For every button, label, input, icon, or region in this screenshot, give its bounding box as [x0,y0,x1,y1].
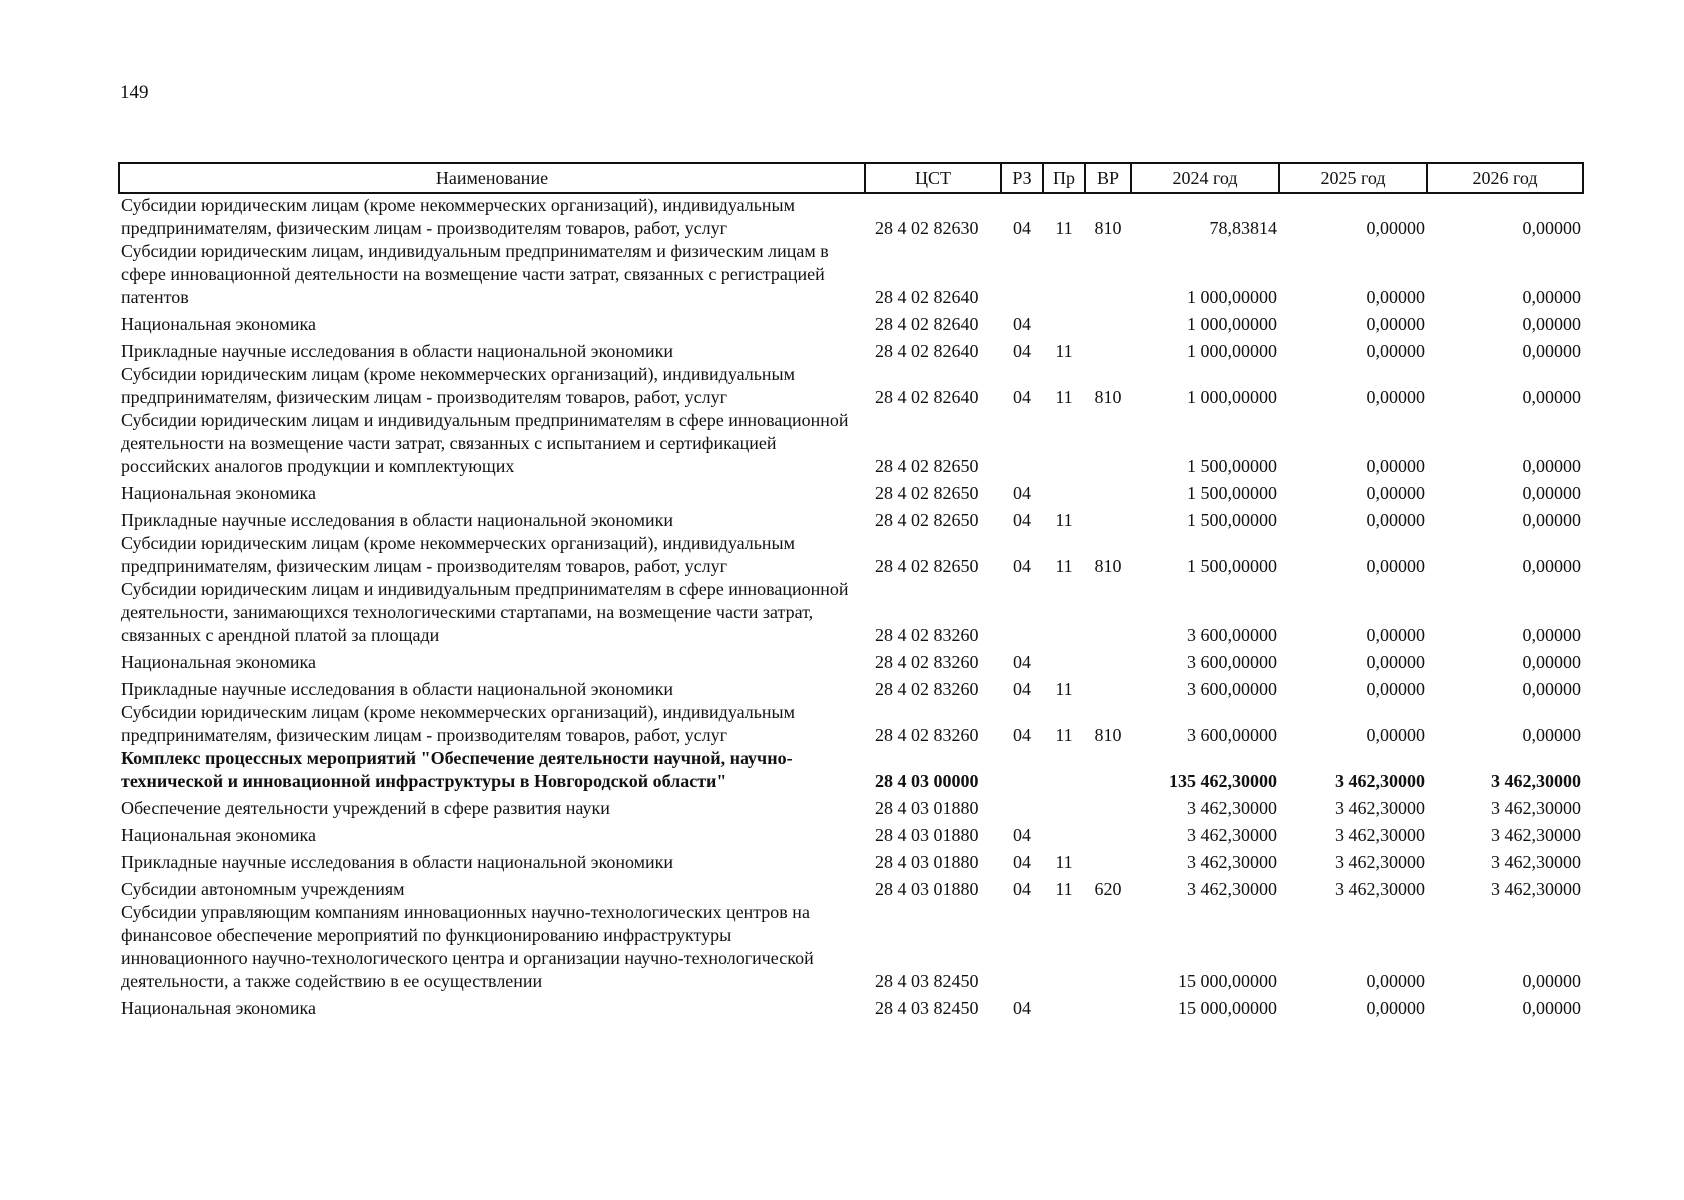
cell-cst: 28 4 03 82450 [875,971,979,991]
cell-vr [1085,993,1131,1020]
table-body [119,193,1583,1020]
cell-vr: 620 [1094,879,1122,899]
cell-pr: 11 [1055,879,1073,899]
table-row [119,874,1583,901]
cell-vr [1085,409,1131,478]
cell-rz: 04 [1013,679,1031,699]
cell-y2024: 1 500,00000 [1187,483,1277,503]
cell-cst: 28 4 02 82650 [875,510,979,530]
cell-pr [1043,578,1085,647]
cell-cst: 28 4 03 01880 [875,798,979,818]
cell-vr [1085,478,1131,505]
cell-rz [1001,747,1043,793]
cell-cst: 28 4 03 01880 [875,852,979,872]
cell-rz [1001,578,1043,647]
cell-y2026: 3 462,30000 [1491,879,1581,899]
cell-vr [1085,674,1131,701]
cell-name: Национальная экономика [121,825,316,845]
cell-rz: 04 [1013,725,1031,745]
cell-vr [1085,901,1131,993]
cell-pr: 11 [1055,341,1073,361]
cell-y2024: 78,83814 [1209,218,1277,238]
cell-vr [1085,240,1131,309]
cell-y2025: 3 462,30000 [1335,825,1425,845]
header-2024: 2024 год [1131,163,1279,193]
cell-y2025: 0,00000 [1366,387,1425,407]
cell-name: Субсидии юридическим лицам, индивидуальным предпринимателям и физическим лицам в сфере инновационной деятельности на возмещение части затрат, связанных с регистрацией патентов [121,241,829,307]
cell-y2026: 0,00000 [1522,218,1581,238]
cell-y2024: 15 000,00000 [1178,971,1277,991]
header-2026: 2026 год [1427,163,1583,193]
cell-rz [1001,793,1043,820]
cell-name: Прикладные научные исследования в области национальной экономики [121,510,674,530]
cell-rz: 04 [1013,510,1031,530]
cell-pr [1043,240,1085,309]
cell-name: Национальная экономика [121,483,316,503]
table-row [119,193,1583,240]
header-cst: ЦСТ [865,163,1001,193]
cell-pr: 11 [1055,387,1073,407]
table-row [119,532,1583,578]
cell-rz: 04 [1013,556,1031,576]
cell-y2026: 0,00000 [1522,314,1581,334]
cell-vr [1085,309,1131,336]
cell-y2025: 0,00000 [1366,314,1425,334]
cell-y2026: 3 462,30000 [1491,825,1581,845]
page-number: 149 [120,82,149,103]
cell-y2024: 3 462,30000 [1187,825,1277,845]
cell-name: Субсидии юридическим лицам и индивидуальным предпринимателям в сфере инновационной деятельности на возмещение части затрат, связанных с испытанием и сертификацией российских аналогов продукции и комплектующих [121,410,849,476]
cell-y2025: 0,00000 [1366,556,1425,576]
cell-y2025: 0,00000 [1366,652,1425,672]
cell-vr [1085,336,1131,363]
cell-y2025: 3 462,30000 [1335,798,1425,818]
cell-cst: 28 4 03 00000 [875,771,979,791]
cell-y2025: 0,00000 [1366,971,1425,991]
cell-cst: 28 4 02 83260 [875,679,979,699]
cell-y2025: 3 462,30000 [1335,852,1425,872]
cell-name: Национальная экономика [121,998,316,1018]
cell-y2025: 0,00000 [1366,725,1425,745]
header-2025: 2025 год [1279,163,1427,193]
cell-y2024: 3 600,00000 [1187,679,1277,699]
cell-y2025: 0,00000 [1366,679,1425,699]
cell-y2025: 0,00000 [1366,510,1425,530]
table-row [119,363,1583,409]
cell-cst: 28 4 02 82640 [875,287,979,307]
cell-y2026: 0,00000 [1522,725,1581,745]
cell-vr [1085,578,1131,647]
cell-y2026: 0,00000 [1522,287,1581,307]
cell-y2026: 0,00000 [1522,456,1581,476]
cell-y2026: 0,00000 [1522,652,1581,672]
table-row [119,901,1583,993]
cell-y2026: 0,00000 [1522,971,1581,991]
cell-cst: 28 4 02 83260 [875,725,979,745]
table-row [119,747,1583,793]
cell-pr [1043,901,1085,993]
cell-y2025: 0,00000 [1366,341,1425,361]
cell-vr [1085,793,1131,820]
cell-y2026: 3 462,30000 [1491,852,1581,872]
cell-vr [1085,747,1131,793]
cell-y2024: 3 600,00000 [1187,625,1277,645]
table-row [119,578,1583,647]
cell-y2024: 1 000,00000 [1187,287,1277,307]
cell-y2024: 1 000,00000 [1187,387,1277,407]
cell-name: Субсидии юридическим лицам и индивидуальным предпринимателям в сфере инновационной деятельности, занимающихся технологическими стартапами, на возмещение части затрат, связанных с арендной платой за площади [121,579,849,645]
cell-y2024: 135 462,30000 [1169,771,1277,791]
cell-vr [1085,647,1131,674]
cell-vr [1085,820,1131,847]
cell-pr [1043,309,1085,336]
cell-name: Комплекс процессных мероприятий "Обеспечение деятельности научной, научно-технической и инновационной инфраструктуры в Новгородской области" [121,748,793,791]
cell-vr: 810 [1094,387,1122,407]
cell-y2026: 0,00000 [1522,998,1581,1018]
table-row [119,309,1583,336]
cell-y2024: 1 500,00000 [1187,556,1277,576]
cell-pr [1043,478,1085,505]
cell-cst: 28 4 02 82640 [875,387,979,407]
cell-vr [1085,505,1131,532]
cell-y2025: 3 462,30000 [1335,879,1425,899]
cell-y2025: 0,00000 [1366,998,1425,1018]
cell-cst: 28 4 03 82450 [875,998,979,1018]
table-row [119,847,1583,874]
cell-y2024: 3 462,30000 [1187,798,1277,818]
cell-vr: 810 [1094,556,1122,576]
cell-y2024: 1 000,00000 [1187,341,1277,361]
cell-cst: 28 4 03 01880 [875,879,979,899]
cell-name: Субсидии управляющим компаниям инновационных научно-технологических центров на финансовое обеспечение мероприятий по функционированию инфраструктуры инновационного научно-технологического центра и организации научно-технологической деятельности, а также содействию в ее осуществлении [121,902,814,991]
cell-pr [1043,747,1085,793]
cell-rz: 04 [1013,341,1031,361]
cell-vr [1085,847,1131,874]
cell-y2025: 0,00000 [1366,483,1425,503]
cell-name: Прикладные научные исследования в области национальной экономики [121,852,674,872]
cell-y2024: 1 000,00000 [1187,314,1277,334]
cell-y2024: 1 500,00000 [1187,510,1277,530]
cell-y2026: 0,00000 [1522,387,1581,407]
cell-rz: 04 [1013,387,1031,407]
cell-name: Обеспечение деятельности учреждений в сфере развития науки [121,798,610,818]
cell-vr: 810 [1094,218,1122,238]
cell-cst: 28 4 02 82640 [875,341,979,361]
cell-cst: 28 4 02 82650 [875,556,979,576]
cell-rz: 04 [1013,218,1031,238]
table-row [119,336,1583,363]
cell-name: Национальная экономика [121,652,316,672]
cell-pr: 11 [1055,725,1073,745]
table-row [119,647,1583,674]
cell-y2024: 15 000,00000 [1178,998,1277,1018]
table-row [119,674,1583,701]
cell-cst: 28 4 02 82640 [875,314,979,334]
cell-y2025: 0,00000 [1366,625,1425,645]
cell-y2026: 0,00000 [1522,556,1581,576]
cell-y2024: 3 600,00000 [1187,652,1277,672]
cell-cst: 28 4 02 82650 [875,483,979,503]
cell-rz: 04 [1013,998,1031,1018]
header-name: Наименование [119,163,865,193]
cell-name: Субсидии автономным учреждениям [121,879,405,899]
table-row [119,793,1583,820]
cell-pr: 11 [1055,852,1073,872]
table-row [119,701,1583,747]
cell-cst: 28 4 02 83260 [875,625,979,645]
cell-y2024: 3 462,30000 [1187,879,1277,899]
cell-y2026: 0,00000 [1522,341,1581,361]
table-row [119,409,1583,478]
cell-name: Субсидии юридическим лицам (кроме некоммерческих организаций), индивидуальным предпринимателям, физическим лицам - производителям товаров, работ, услуг [121,195,796,238]
cell-y2026: 0,00000 [1522,679,1581,699]
cell-y2024: 3 600,00000 [1187,725,1277,745]
cell-rz: 04 [1013,852,1031,872]
table-row [119,820,1583,847]
cell-pr [1043,409,1085,478]
header-rz: РЗ [1001,163,1043,193]
cell-rz: 04 [1013,652,1031,672]
cell-y2026: 0,00000 [1522,625,1581,645]
cell-y2026: 0,00000 [1522,483,1581,503]
cell-cst: 28 4 03 01880 [875,825,979,845]
cell-name: Субсидии юридическим лицам (кроме некоммерческих организаций), индивидуальным предпринимателям, физическим лицам - производителям товаров, работ, услуг [121,533,796,576]
cell-y2026: 3 462,30000 [1491,771,1581,791]
cell-name: Прикладные научные исследования в области национальной экономики [121,679,674,699]
cell-pr: 11 [1055,556,1073,576]
cell-rz: 04 [1013,825,1031,845]
cell-name: Национальная экономика [121,314,316,334]
cell-rz [1001,901,1043,993]
cell-rz: 04 [1013,879,1031,899]
cell-pr [1043,647,1085,674]
cell-y2026: 3 462,30000 [1491,798,1581,818]
cell-rz [1001,240,1043,309]
cell-y2024: 3 462,30000 [1187,852,1277,872]
table-row [119,993,1583,1020]
cell-cst: 28 4 02 82630 [875,218,979,238]
cell-y2024: 1 500,00000 [1187,456,1277,476]
cell-y2025: 3 462,30000 [1335,771,1425,791]
table-row [119,478,1583,505]
header-vr: ВР [1085,163,1131,193]
cell-y2025: 0,00000 [1366,218,1425,238]
cell-rz [1001,409,1043,478]
cell-pr [1043,820,1085,847]
cell-cst: 28 4 02 82650 [875,456,979,476]
cell-name: Субсидии юридическим лицам (кроме некоммерческих организаций), индивидуальным предпринимателям, физическим лицам - производителям товаров, работ, услуг [121,364,796,407]
header-pr: Пр [1043,163,1085,193]
cell-y2025: 0,00000 [1366,456,1425,476]
cell-pr: 11 [1055,510,1073,530]
cell-pr: 11 [1055,218,1073,238]
table-row [119,505,1583,532]
table-header-row [119,163,1583,193]
cell-pr: 11 [1055,679,1073,699]
cell-name: Субсидии юридическим лицам (кроме некоммерческих организаций), индивидуальным предпринимателям, физическим лицам - производителям товаров, работ, услуг [121,702,796,745]
cell-y2025: 0,00000 [1366,287,1425,307]
budget-table [118,162,1584,1020]
cell-pr [1043,993,1085,1020]
cell-rz: 04 [1013,483,1031,503]
table-row [119,240,1583,309]
cell-cst: 28 4 02 83260 [875,652,979,672]
cell-rz: 04 [1013,314,1031,334]
cell-y2026: 0,00000 [1522,510,1581,530]
cell-name: Прикладные научные исследования в области национальной экономики [121,341,674,361]
cell-vr: 810 [1094,725,1122,745]
cell-pr [1043,793,1085,820]
